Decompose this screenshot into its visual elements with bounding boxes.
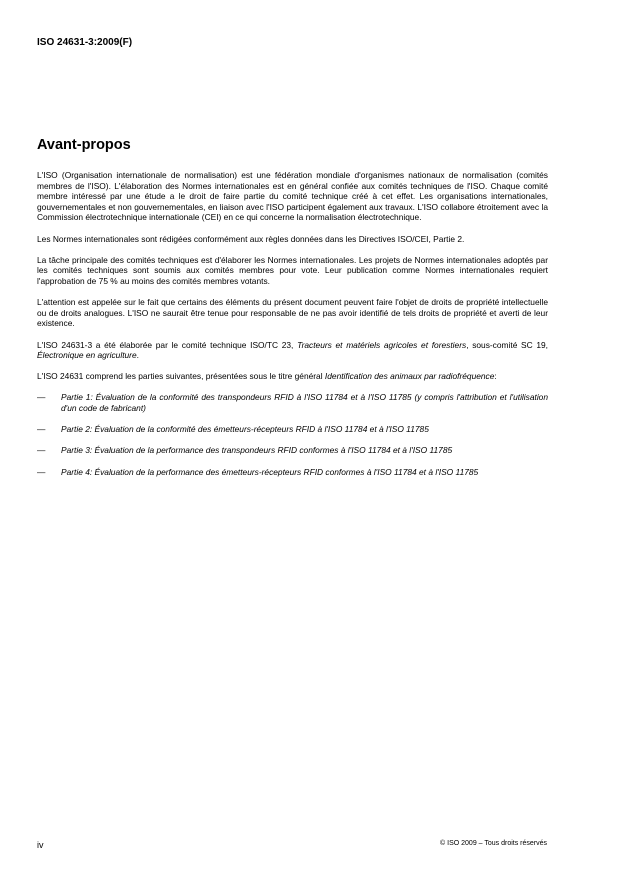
paragraph-iso-description: L'ISO (Organisation internationale de normalisation) est une fédération mondiale d'organismes nationaux de normalisation (comités membres de l'ISO). L'élaboration des Normes internationales est en général confiée aux comités techniques de l'ISO. Chaque comité membre intéressé par une étude a le droit de faire partie du comité technique créé à cet effet. Les organisations internationales, gouvernementales et non gouvernementales, en liaison avec l'ISO participent également aux travaux. L'ISO collabore étroitement avec la Commission électrotechnique internationale (CEI) en ce qui concerne la normalisation électrotechnique.	[37, 170, 548, 223]
parts-intro-colon: :	[494, 371, 497, 382]
part-2-text: Partie 2: Évaluation de la conformité des émetteurs-récepteurs RFID à l'ISO 11784 et à l'ISO 11785	[61, 424, 429, 435]
page-number: iv	[37, 840, 44, 850]
list-item-part-3	[37, 445, 548, 456]
general-title: Identification des animaux par radiofréquence	[324, 371, 495, 382]
list-dash: —	[37, 424, 46, 435]
list-dash: —	[37, 392, 46, 403]
prepared-by-end: .	[136, 350, 139, 361]
document-id-header: ISO 24631-3:2009(F)	[37, 37, 133, 48]
foreword-body	[37, 170, 548, 488]
paragraph-parts-intro	[37, 371, 548, 382]
prepared-by-subcommittee: , sous-comité SC 19,	[466, 339, 549, 350]
subcommittee-title: Électronique en agriculture	[37, 350, 137, 361]
paragraph-prepared-by	[37, 340, 548, 361]
list-dash: —	[37, 445, 46, 456]
paragraph-technical-committees: La tâche principale des comités techniques est d'élaborer les Normes internationales. Les projets de Normes internationales adoptés par les comités techniques sont soumis aux comités membres pour vote. Leur publication comme Normes internationales requiert l'approbation de 75 % au moins des comités membres votants.	[37, 254, 548, 286]
committee-title: Tracteurs et matériels agricoles et forestiers	[297, 339, 467, 350]
copyright-notice: © ISO 2009 – Tous droits réservés	[440, 840, 547, 847]
paragraph-patent-rights: L'attention est appelée sur le fait que certains des éléments du présent document peuvent faire l'objet de droits de propriété intellectuelle ou de droits analogues. L'ISO ne saurait être tenue pour responsable de ne pas avoir identifié de tels droits de propriété et averti de leur existence.	[37, 297, 548, 329]
paragraph-directives: Les Normes internationales sont rédigées conformément aux règles données dans les Directives ISO/CEI, Partie 2.	[37, 233, 465, 244]
list-dash: —	[37, 466, 46, 477]
list-item-part-4	[37, 467, 548, 478]
parts-intro-text: L'ISO 24631 comprend les parties suivantes, présentées sous le titre général	[37, 371, 325, 382]
part-3-text: Partie 3: Évaluation de la performance des transpondeurs RFID conformes à l'ISO 11784 et à l'ISO 11785	[61, 445, 453, 456]
list-item-part-1	[37, 392, 548, 413]
part-1-text: Partie 1: Évaluation de la conformité des transpondeurs RFID à l'ISO 11784 et à l'ISO 11785 (y compris l'attribution et l'utilisation d'un code de fabricant)	[61, 392, 548, 414]
list-item-part-2	[37, 424, 548, 435]
part-4-text: Partie 4: Évaluation de la performance des émetteurs-récepteurs RFID conformes à l'ISO 11784 et à l'ISO 11785	[61, 466, 479, 477]
page-title: Avant-propos	[37, 137, 131, 153]
prepared-by-text: L'ISO 24631-3 a été élaborée par le comité technique ISO/TC 23,	[37, 339, 298, 350]
